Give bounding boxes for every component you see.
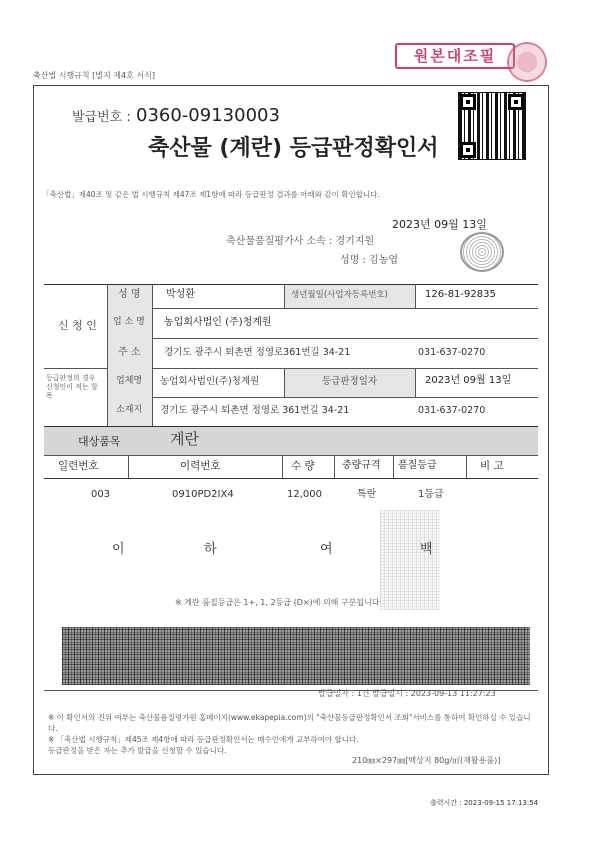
- product-label: 대상품목: [78, 435, 121, 448]
- phone-value: 031-637-0270: [418, 347, 486, 358]
- blank-mark-4: 백: [420, 542, 433, 557]
- grading-date-label: 등급판정일자: [322, 376, 378, 387]
- location-phone: 031-637-0270: [418, 405, 486, 416]
- issue-info: 발급일자 : 1건 발급일시 : 2023-09-13 11:27:23: [318, 689, 496, 698]
- grader-section-label: 등급판정의 경우 신청인이 적는 항목: [46, 374, 98, 400]
- statement: 「축산법」제40조 및 같은 법 시행규칙 제47조 제1항에 따라 등급판정 결과를 아래와 같이 확인합니다.: [42, 190, 380, 199]
- footer-notes: [48, 712, 538, 756]
- qr-code-icon: [458, 92, 526, 160]
- location-label: 소재지: [116, 405, 143, 415]
- row-qty: 12,000: [287, 489, 322, 500]
- form-note: 축산법 시행규칙 [별지 제4호 서식]: [33, 71, 155, 80]
- print-time: 출력시간 : 2023-09-15 17:13:54: [430, 799, 539, 807]
- address-label: 주 소: [118, 347, 141, 358]
- grading-date-value: 2023년 09월 13일: [425, 375, 512, 386]
- blank-mark-2: 하: [204, 542, 217, 557]
- company-value: 농업회사법인 (주)청계원: [164, 317, 272, 328]
- product-value: 계란: [170, 430, 199, 448]
- business-number: 126-81-92835: [425, 289, 496, 300]
- document-title: 축산물 (계란) 등급판정확인서: [148, 136, 439, 161]
- security-pattern: [62, 627, 530, 685]
- company-label: 업 소 명: [113, 317, 145, 327]
- col-weight: 중량규격: [342, 460, 381, 471]
- stamp-text: 원본대조필: [413, 47, 497, 65]
- issue-number: 0360-09130003: [136, 105, 280, 126]
- name-value: 박성환: [166, 289, 195, 300]
- birthdate-label: 생년월일(사업자등록번호): [291, 290, 388, 300]
- col-note: 비 고: [480, 460, 504, 472]
- col-grade: 품질등급: [398, 460, 437, 471]
- paper-size: 210㎜×297㎜[백상지 80g/㎡(재활용품)]: [352, 756, 501, 765]
- row-serial: 003: [91, 489, 111, 500]
- name-label: 성 명: [118, 289, 141, 300]
- row-weight: 특란: [357, 489, 377, 500]
- blank-mark-3: 여: [320, 542, 333, 557]
- location-value: 경기도 광주시 퇴촌면 정영로 361번길 34-21: [160, 405, 350, 416]
- footer-note-3: 등급판정을 받은 자는 추가 발급을 신청할 수 있습니다.: [48, 746, 227, 755]
- footer-note-1: ※ 이 확인서의 진위 여부는 축산물품질평가원 홈페이지(www.ekapepia.com)의 "축산물등급판정확인서 조회"서비스를 통하여 확인하실 수 있습니다.: [48, 713, 531, 733]
- official-seal-icon: [460, 232, 504, 272]
- grade-note: ※ 계란 품질등급은 1+, 1, 2등급 (D×)에 의해 구분됩니다: [175, 598, 380, 607]
- applicant-section-label: 신 청 인: [58, 319, 97, 332]
- issue-date: 2023년 09월 13일: [392, 218, 487, 231]
- row-grade: 1등급: [418, 489, 444, 500]
- seal-icon: [507, 42, 547, 82]
- grader-company-value: 농업회사법인(주)청계원: [160, 376, 260, 387]
- row-trace: 0910PD2IX4: [172, 489, 234, 500]
- original-copy-stamp: [395, 43, 515, 69]
- col-trace: 이력번호: [180, 460, 221, 472]
- issuer-affiliation: 축산물품질평가사 소속 : 경기지원: [226, 236, 375, 247]
- grader-company-label: 업체명: [116, 376, 143, 386]
- footer-note-2: ※ 「축산법 시행규칙」제45조 제4항에 따라 등급판정확인서는 매수인에게 교부하여야 합니다.: [48, 735, 359, 744]
- col-qty: 수 량: [291, 460, 315, 472]
- address-value: 경기도 광주시 퇴촌면 정영로361번길 34-21: [164, 347, 351, 358]
- blank-mark-1: 이: [112, 542, 125, 557]
- issue-label: 발급번호 :: [72, 110, 131, 125]
- issuer-name: 성명 : 김농엽: [340, 255, 399, 266]
- col-serial: 일련번호: [58, 460, 99, 472]
